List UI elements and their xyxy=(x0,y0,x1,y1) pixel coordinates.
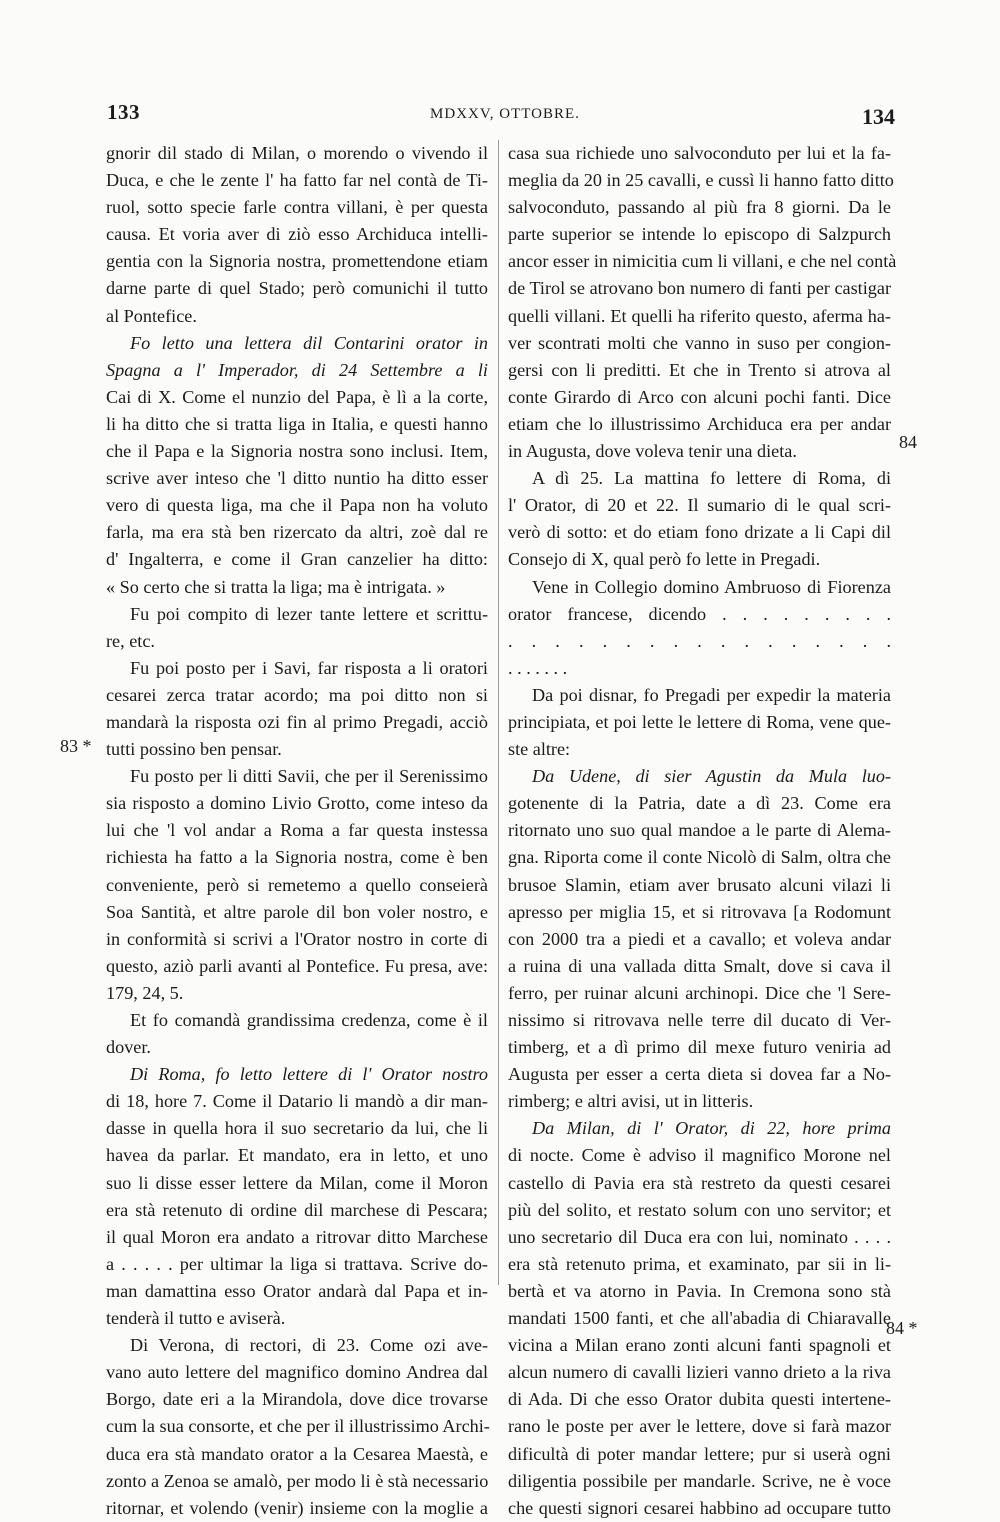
text-line: che il Papa e la Signoria nostra sono inclusi. Item, xyxy=(106,441,488,462)
text-line: ruol, sotto specie farle contra villani, è per questa xyxy=(106,197,488,218)
text-line: vicina a Milan erano zonti alcuni fanti spagnoli et xyxy=(508,1335,891,1356)
text-line: ritornato uno suo qual mandoe a le parte di Alema- xyxy=(508,820,891,841)
text-line: « So certo che si tratta la liga; ma è intrigata. » xyxy=(106,576,446,597)
margin-note-84-star: 84 * xyxy=(886,1318,918,1338)
text-line: . . . . . . . xyxy=(508,657,568,678)
text-line: più del solito, et restato solum con uno servitor; et xyxy=(508,1199,891,1220)
text-line: castello di Pavia era stà restreto da questi cesarei xyxy=(508,1172,891,1193)
text-line: Vene in Collegio domino Ambruoso di Fiorenza xyxy=(532,576,891,597)
text-line: di Ada. Di che esso Orator dubita questi intertene- xyxy=(508,1389,891,1410)
text-line: tutti possino ben pensar. xyxy=(106,739,282,760)
text-line: timberg, et a dì primo dil mexe futuro veniria ad xyxy=(508,1037,891,1058)
text-line: havea da parlar. Et mandato, era in letto, et uno xyxy=(106,1145,488,1166)
text-line: Borgo, date eri a la Mirandola, dove dice trovarse xyxy=(106,1389,488,1410)
text-line: di 18, hore 7. Come il Datario li mandò a dir man- xyxy=(106,1091,488,1112)
text-line: principiata, et poi lette le lettere di Roma, vene que- xyxy=(508,711,891,732)
text-line: questo, aziò parli avanti al Pontefice. Fu presa, ave: xyxy=(106,955,488,976)
right-page-number: 134 xyxy=(862,104,895,129)
text-line: alcun numero di cavalli lizieri vanno drieto a la riva xyxy=(508,1362,891,1383)
text-line: li ha ditto che si tratta liga in Italia, e questi hanno xyxy=(106,413,488,434)
text-line: che questi signori cesarei habbino ad occupare tutto xyxy=(508,1497,891,1518)
text-line: lui che 'l vol andar a Roma a far questa instessa xyxy=(106,820,488,841)
text-line: bertà et va atorno in Pavia. In Cremona sono stà xyxy=(508,1280,891,1301)
text-line: re, etc. xyxy=(106,630,155,651)
text-line: . . . . . . . . . . . . . . . . . xyxy=(508,630,891,651)
text-line: dover. xyxy=(106,1037,151,1058)
text-line: causa. Et voria aver di ziò esso Archiduca intelli- xyxy=(106,224,488,245)
text-line: ferro, per ruinar alcuni archinopi. Dice che 'l Sere- xyxy=(508,982,891,1003)
text-line: suo li disse esser lettere da Milan, come il Moron xyxy=(106,1172,488,1193)
text-line: uno secretario dil Duca era con lui, nominato . . . . xyxy=(508,1226,891,1247)
text-line: con 2000 tra a piedi et a cavallo; et voleva andar xyxy=(508,928,891,949)
text-line: il qual Moron era andato a ritrovar ditto Marchese xyxy=(106,1226,488,1247)
text-line: dasse in quella hora il suo secretario da lui, che li xyxy=(106,1118,488,1139)
text-line: l' Orator, di 20 et 22. Il sumario di le qual scri- xyxy=(508,495,891,516)
text-line: gnorir dil stado di Milan, o morendo o vivendo il xyxy=(106,143,488,163)
right-column xyxy=(508,140,897,1522)
text-line: mandarà la risposta ozi fin al primo Pregadi, acciò xyxy=(106,711,488,732)
text-line: mandati 1500 fanti, et che all'abadia di Chiaravalle xyxy=(508,1308,891,1329)
text-line: ste altre: xyxy=(508,739,571,760)
text-line: zonto a Zenoa se amalò, per modo li è stà necessario xyxy=(106,1470,489,1491)
margin-note-84: 84 xyxy=(899,432,917,452)
text-line: ver scontrati molti che vanno in suso per congion- xyxy=(508,332,891,353)
text-line: Fu poi compito di lezer tante lettere et scrittu- xyxy=(130,603,488,624)
text-line: scrive aver inteso che 'l ditto nuntio ha ditto esser xyxy=(106,468,488,489)
text-line: vano auto lettere del magnifico domino Andrea dal xyxy=(106,1362,488,1383)
text-line: in conformità si scrivi a l'Orator nostro in corte di xyxy=(106,928,488,949)
text-line: Soa Santità, et altre parole dil bon voler nostro, e xyxy=(106,901,488,922)
text-line: gna. Riporta come il conte Nicolò di Salm, oltra che xyxy=(508,847,891,868)
text-line: cum la sua consorte, et che per il illustrissimo Archi- xyxy=(106,1416,490,1437)
text-line: gentia con la Signoria nostra, promettendone etiam xyxy=(106,251,488,272)
text-line: ritornar, et volendo (venir) insieme con la moglie a xyxy=(106,1497,488,1518)
text-line: de Tirol se atrovano bon numero di fanti per castigar xyxy=(508,278,891,299)
text-line: Di Verona, di rectori, di 23. Come ozi ave- xyxy=(130,1335,488,1356)
text-line: Da Udene, di sier Agustin da Mula luo- xyxy=(532,766,891,787)
text-line: nissimo si ritrovava nelle terre dil ducato di Ver- xyxy=(508,1010,891,1030)
running-header: MDXXV, OTTOBRE. xyxy=(430,106,580,122)
text-line: sia risposto a domino Livio Grotto, come inteso da xyxy=(106,793,488,814)
text-line: a . . . . . per ultimar la liga si trattava. Scrive do- xyxy=(106,1253,488,1274)
text-line: farla, ma era stà ben rizercato da altri, zoè dal re xyxy=(106,522,488,543)
text-line: Fo letto una lettera dil Contarini orator in xyxy=(130,332,488,353)
text-line: rano le poste per aver le lettere, dove si farà mazor xyxy=(508,1416,891,1437)
column-divider xyxy=(498,140,499,1285)
text-line: meglia da 20 in 25 cavalli, e cussì li hanno fatto ditto xyxy=(508,170,894,191)
text-line: in Augusta, dove voleva tenir una dieta. xyxy=(508,441,797,462)
text-line: dificultà di poter mandar lettere; pur si userà ogni xyxy=(508,1443,891,1464)
text-line: parte superior se intende lo episcopo di Salzpurch xyxy=(508,224,891,245)
text-line: era stà retenuto prima, et examinato, par sii in li- xyxy=(508,1253,891,1274)
text-line: Di Roma, fo letto lettere di l' Orator nostro xyxy=(130,1064,488,1085)
text-line: conveniente, però si remetemo a quello conseierà xyxy=(106,874,488,895)
text-line: ancor esser in nimicitia cum li villani, e che nel contà xyxy=(508,251,897,272)
text-line: tenderà il tutto e aviserà. xyxy=(106,1308,286,1329)
text-line: Da poi disnar, fo Pregadi per expedir la materia xyxy=(532,684,891,705)
text-line: rimberg; e altri avisi, ut in litteris. xyxy=(508,1091,754,1112)
text-line: gersi con li preditti. Et che in Trento si atrova al xyxy=(508,359,891,380)
margin-note-83: 83 * xyxy=(60,736,92,756)
text-line: al Pontefice. xyxy=(106,305,197,326)
text-line: gotenente di la Patria, date a dì 23. Come era xyxy=(508,793,891,814)
text-line: darne parte di quel Stado; però comunichi il tutto xyxy=(106,278,488,299)
text-line: 179, 24, 5. xyxy=(106,982,184,1003)
text-line: Duca, e che le zente l' ha fatto far nel contà de Ti- xyxy=(106,170,488,191)
text-line: brusoe Slamin, etiam aver brusato alcuni vilazi li xyxy=(508,874,891,895)
text-line: cesarei zerca tratar acordo; ma poi ditto non si xyxy=(106,684,488,705)
left-column xyxy=(106,140,488,1522)
text-line: A dì 25. La mattina fo lettere di Roma, di xyxy=(532,468,891,489)
text-line: man damattina esso Orator andarà dal Papa et in- xyxy=(106,1280,488,1301)
text-line: Consejo di X, qual però fo lette in Pregadi. xyxy=(508,549,821,570)
text-line: a ruina di una vallada ditta Smalt, dove si cava il xyxy=(508,955,891,976)
text-line: di nocte. Come è adviso il magnifico Morone nel xyxy=(508,1145,891,1166)
text-line: richiesta ha fatto a la Signoria nostra, come è ben xyxy=(106,847,488,868)
text-line: era stà retenuto di ordine dil marchese di Pescara; xyxy=(106,1199,488,1220)
text-line: quelli villani. Et quelli ha riferito questo, aferma ha- xyxy=(508,305,891,326)
text-line: Fu poi posto per i Savi, far risposta a li oratori xyxy=(130,657,488,678)
text-line: Fu posto per li ditti Savii, che per il Serenissimo xyxy=(130,766,488,787)
left-page-number: 133 xyxy=(107,100,140,124)
text-line: etiam che lo illustrissimo Archiduca era per andar xyxy=(508,413,891,434)
text-line: conte Girardo di Arco con alcuni pochi fanti. Dice xyxy=(508,386,891,407)
text-line: diligentia possibile per mandarle. Scrive, ne è voce xyxy=(508,1470,891,1491)
text-line: casa sua richiede uno salvoconduto per lui et la fa- xyxy=(508,143,891,163)
text-line: Da Milan, di l' Orator, di 22, hore prima xyxy=(532,1118,891,1139)
text-line: apresso per miglia 15, et si ritrovava [a Rodomunt xyxy=(508,901,891,922)
text-line: Spagna a l' Imperador, di 24 Settembre a li xyxy=(106,359,488,380)
text-line: salvoconduto, passando al più fra 8 giorni. Da le xyxy=(508,197,891,218)
text-line: Et fo comandà grandissima credenza, come è il xyxy=(130,1010,488,1030)
text-line: orator francese, dicendo . . . . . . . . . xyxy=(508,603,891,624)
text-line: Augusta per esser a certa dieta si dovea far a No- xyxy=(508,1064,891,1085)
text-line: duca era stà mandato orator a la Cesarea Maestà, e xyxy=(106,1443,488,1464)
text-line: vero di questa liga, ma che il Papa non ha voluto xyxy=(106,495,488,516)
text-line: d' Ingalterra, e come il Gran canzelier ha ditto: xyxy=(106,549,488,570)
text-line: Cai di X. Come el nunzio del Papa, è lì a la corte, xyxy=(106,386,488,407)
text-line: verò di sotto: et do etiam fono drizate a li Capi dil xyxy=(508,522,891,543)
